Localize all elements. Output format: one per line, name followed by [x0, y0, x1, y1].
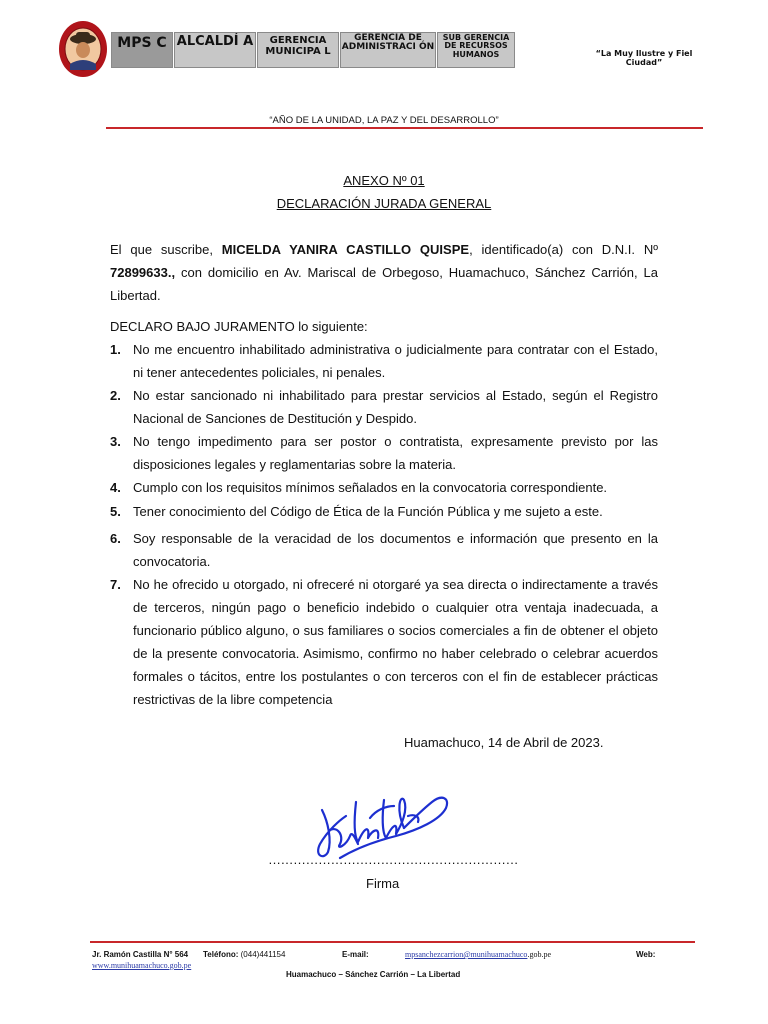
declaration-item: [110, 573, 658, 711]
item-number: 5.: [110, 504, 121, 519]
header-box-gerencia-administracion: GERENCIA DE ADMINISTRACI ÓN: [340, 32, 436, 68]
header-divider: [106, 127, 703, 129]
intro-prefix: El que suscribe,: [110, 242, 222, 257]
header-box-alcaldia: ALCALDÍ A: [174, 32, 256, 68]
footer-phone-label: Teléfono:: [203, 950, 239, 959]
declaration-item: [110, 527, 658, 573]
municipal-seal-logo: [58, 20, 108, 78]
city-motto: “La Muy Ilustre y Fiel Ciudad”: [595, 50, 693, 67]
declaration-item: [110, 338, 658, 384]
document-title: DECLARACIÓN JURADA GENERAL: [276, 196, 492, 211]
item-number: 1.: [110, 342, 121, 357]
declarant-name: MICELDA YANIRA CASTILLO QUISPE: [221, 242, 470, 257]
declaration-item: [110, 500, 658, 523]
footer-divider: [90, 941, 695, 943]
dni-number: 72899633.,: [110, 265, 176, 280]
footer-email-suffix: .gob.pe: [527, 950, 551, 959]
item-number: 2.: [110, 388, 121, 403]
footer-phone-number: (044)441154: [240, 950, 286, 959]
footer-address: Jr. Ramón Castilla N° 564: [92, 950, 189, 959]
place-date: Huamachuco, 14 de Abril de 2023.: [404, 735, 604, 750]
signature-label: Firma: [366, 876, 400, 891]
footer-email: [405, 950, 551, 959]
header-box-gerencia-municipal: GERENCIA MUNICIPA L: [257, 32, 339, 68]
footer-city: Huamachuco – Sánchez Carrión – La Libertad: [286, 970, 461, 979]
header-box-recursos-humanos: SUB GERENCIA DE RECURSOS HUMANOS: [437, 32, 515, 68]
item-text: Cumplo con los requisitos mínimos señalados en la convocatoria correspondiente.: [133, 480, 608, 495]
header-box-mpsc: MPS C: [111, 32, 173, 68]
footer-email-link[interactable]: mpsanchezcarrion@munihuamachuco: [405, 950, 528, 959]
item-number: 6.: [110, 531, 121, 546]
item-number: 4.: [110, 480, 121, 495]
item-text: No tengo impedimento para ser postor o contratista, expresamente previsto por las disposiciones legales y reglamentarias sobre la materia.: [133, 434, 658, 472]
footer-web-link[interactable]: www.munihuamachuco.gob.pe: [92, 961, 192, 970]
declaration-item: [110, 476, 658, 499]
item-number: 7.: [110, 577, 121, 592]
footer-phone: [203, 950, 285, 959]
item-number: 3.: [110, 434, 121, 449]
intro-suffix: con domicilio en Av. Mariscal de Orbegoso, Huamachuco, Sánchez Carrión, La Libertad.: [110, 265, 658, 303]
item-text: Tener conocimiento del Código de Ética de la Función Pública y me sujeto a este.: [133, 504, 603, 519]
item-text: No he ofrecido u otorgado, ni ofreceré ni otorgaré ya sea directa o indirectamente a través de terceros, ningún pago o beneficio indebido o cualquier otra ventaja inadecuada, a funcionario público alguno, o sus familiares o socios comerciales a fin de obtener el objeto de la presente convocatoria. Asimismo, confirmo no haber celebrado o celebrar acuerdos formales o tácitos, entre los postulantes o con terceros con el fin de establecer prácticas restrictivas de la libre competencia: [133, 577, 658, 707]
footer-email-label: E-mail:: [342, 950, 369, 959]
intro-mid: , identificado(a) con D.N.I. Nº: [469, 242, 658, 257]
footer-web-label: Web:: [636, 950, 656, 959]
item-text: Soy responsable de la veracidad de los documentos e información que presento en la convocatoria.: [133, 531, 658, 569]
annex-title: ANEXO Nº 01: [343, 173, 425, 188]
declaro-line: DECLARO BAJO JURAMENTO lo siguiente:: [110, 319, 368, 334]
item-text: No estar sancionado ni inhabilitado para prestar servicios al Estado, según el Registro Nacional de Sanciones de Destitución y Despido.: [133, 388, 658, 426]
signature-line: ……………………………………………………: [268, 852, 518, 867]
intro-paragraph: [110, 238, 658, 307]
footer-web: [92, 961, 191, 970]
declaration-item: [110, 430, 658, 476]
item-text: No me encuentro inhabilitado administrativa o judicialmente para contratar con el Estado, ni tener antecedentes policiales, ni penales.: [133, 342, 658, 380]
year-slogan: “AÑO DE LA UNIDAD, LA PAZ Y DEL DESARROLLO”: [269, 115, 499, 126]
declaration-item: [110, 384, 658, 430]
